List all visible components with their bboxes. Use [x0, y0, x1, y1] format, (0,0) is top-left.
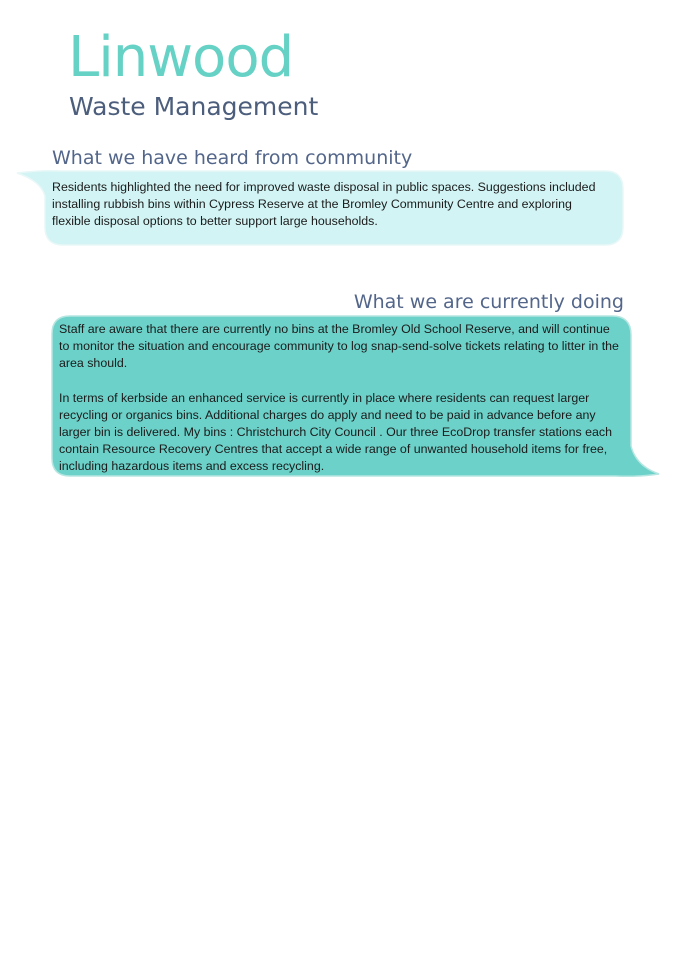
current-actions-text [59, 321, 619, 476]
community-feedback-paragraph: Residents highlighted the need for improved waste disposal in public spaces. Suggestions included installing rubbish bins within Cypress Reserve at the Bromley Community Centre and exploring flexible disposal options to better support large households. [52, 180, 596, 229]
current-actions-heading: What we are currently doing [353, 291, 624, 313]
current-actions-paragraph: Staff are aware that there are currently no bins at the Bromley Old School Reserve, and will continue to monitor the situation and encourage community to log snap-send-solve tickets relating to litter in the area should. [59, 322, 619, 371]
page-title: Linwood [68, 25, 294, 90]
page-subtitle: Waste Management [69, 92, 319, 121]
community-feedback-text [52, 179, 612, 231]
current-actions-paragraph: In terms of kerbside an enhanced service is currently in place where residents can request larger recycling or organics bins. Additional charges do apply and need to be paid in advance before any larger bin is delivered. My bins : Christchurch City Council . Our three EcoDrop transfer stations each contain Resource Recovery Centres that accept a wide range of unwanted household items for free, including hazardous items and excess recycling. [59, 390, 612, 474]
community-heading: What we have heard from community [52, 147, 413, 169]
